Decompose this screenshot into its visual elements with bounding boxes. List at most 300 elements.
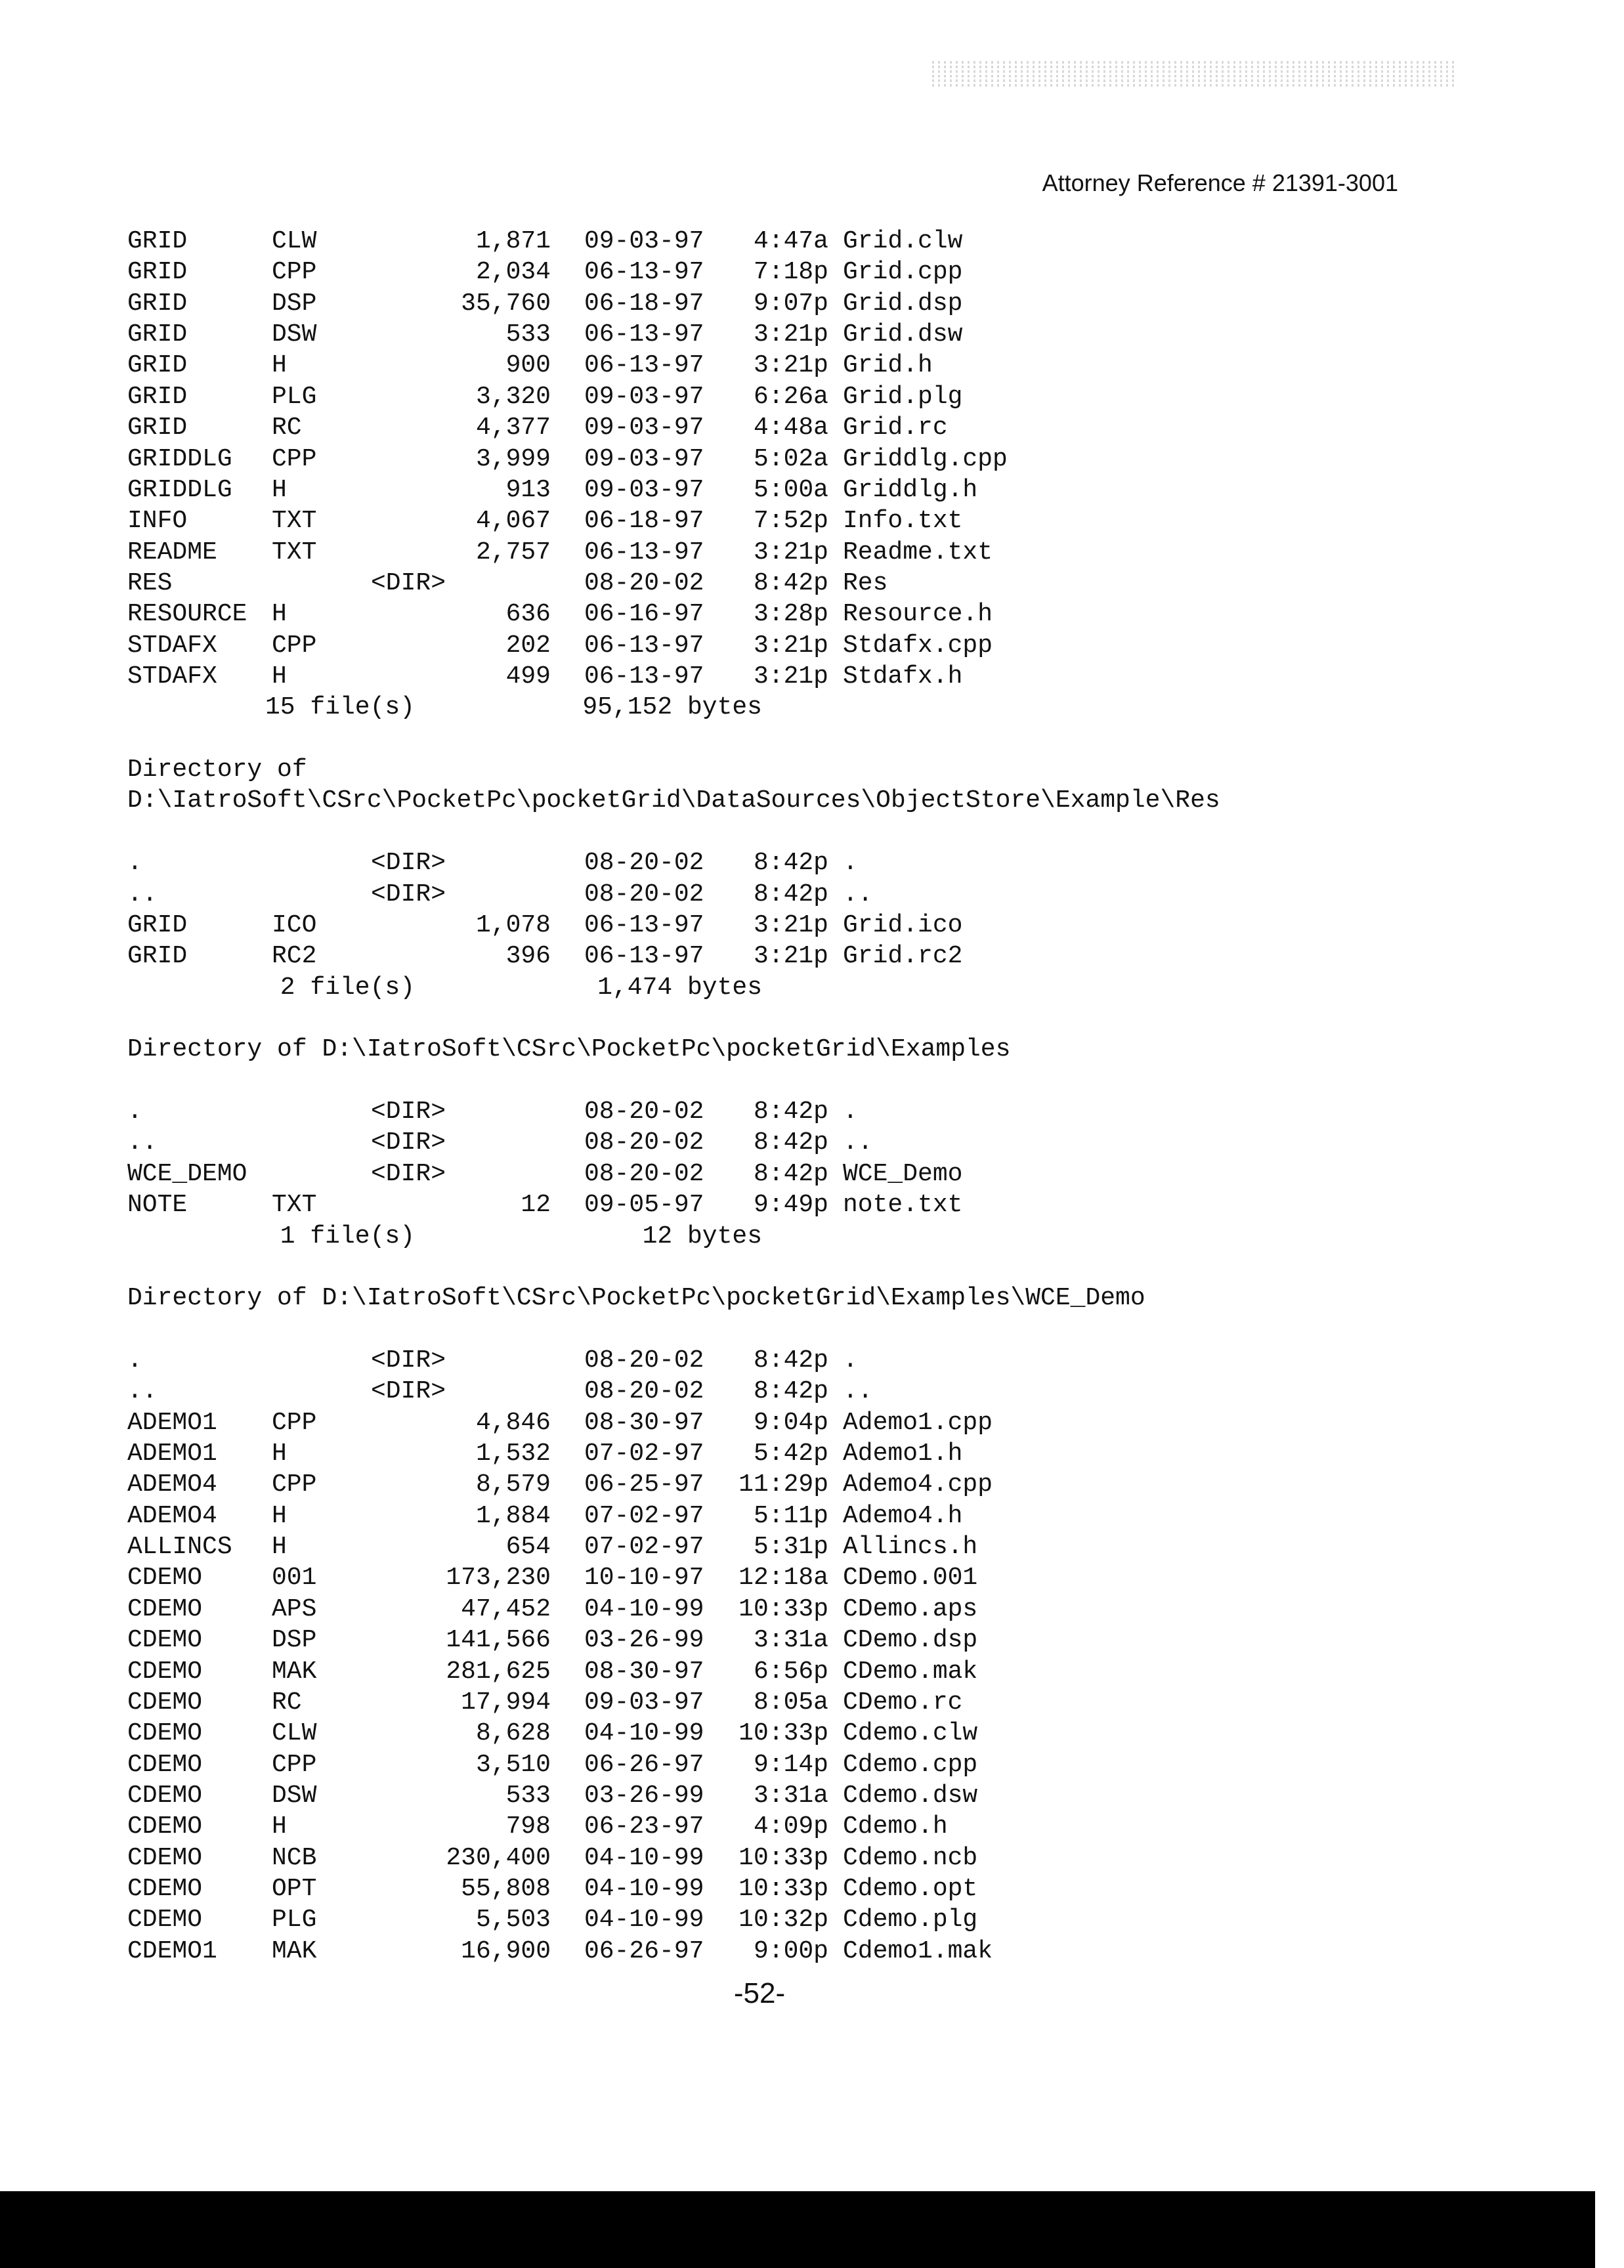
entry-date: 06-26-97: [584, 1749, 704, 1780]
entry-ext: CPP: [272, 257, 316, 288]
entry-ext: H: [272, 1438, 287, 1469]
entry-date: 08-20-02: [584, 879, 704, 910]
entry-file: Cdemo.ncb: [843, 1843, 977, 1873]
entry-name: GRID: [127, 350, 187, 381]
entry-ext: H: [272, 350, 287, 381]
entry-time: 4:09p: [754, 1811, 828, 1842]
file-entry: [0, 350, 1624, 381]
entry-file: ..: [843, 1127, 873, 1158]
entry-date: 04-10-99: [584, 1843, 704, 1873]
file-entry: [0, 1096, 1624, 1127]
entry-date: 06-13-97: [584, 630, 704, 661]
entry-ext: MAK: [272, 1936, 316, 1967]
entry-ext: DSP: [272, 288, 316, 319]
entry-size: 1,078: [476, 910, 551, 941]
entry-name: GRID: [127, 941, 187, 972]
file-entry: [0, 1501, 1624, 1531]
entry-ext: RC: [272, 412, 302, 443]
entry-ext: CPP: [272, 444, 316, 475]
file-entry: [0, 1376, 1624, 1407]
entry-time: 4:47a: [754, 226, 828, 257]
directory-summary: [0, 692, 1624, 723]
entry-time: 5:31p: [754, 1531, 828, 1562]
entry-name: .: [127, 1096, 142, 1127]
entry-ext: CPP: [272, 630, 316, 661]
entry-name: RES: [127, 568, 172, 599]
file-entry: [0, 599, 1624, 630]
entry-time: 8:05a: [754, 1687, 828, 1718]
entry-time: 3:21p: [754, 910, 828, 941]
entry-file: Ademo1.cpp: [843, 1407, 993, 1438]
entry-date: 09-03-97: [584, 381, 704, 412]
entry-time: 6:26a: [754, 381, 828, 412]
entry-time: 5:02a: [754, 444, 828, 475]
entry-name: GRID: [127, 381, 187, 412]
attorney-reference: Attorney Reference # 21391-3001: [1042, 169, 1398, 197]
file-entry: [0, 1127, 1624, 1158]
entry-file: Grid.cpp: [843, 257, 962, 288]
entry-ext: H: [272, 599, 287, 630]
entry-date: 06-13-97: [584, 910, 704, 941]
entry-time: 7:52p: [754, 505, 828, 536]
entry-file: Stdafx.h: [843, 661, 962, 692]
entry-time: 7:18p: [754, 257, 828, 288]
entry-size: 654: [506, 1531, 551, 1562]
blank-line: [0, 723, 1624, 754]
entry-time: 3:28p: [754, 599, 828, 630]
entry-file: Cdemo.clw: [843, 1718, 977, 1749]
entry-file: ..: [843, 1376, 873, 1407]
entry-ext: NCB: [272, 1843, 316, 1873]
entry-name: CDEMO: [127, 1904, 202, 1935]
directory-header: [0, 1034, 1624, 1065]
blank-line: [0, 1314, 1624, 1345]
entry-time: 8:42p: [754, 847, 828, 878]
entry-ext: PLG: [272, 381, 316, 412]
entry-size: 2,034: [476, 257, 551, 288]
file-entry: [0, 412, 1624, 443]
entry-date: 03-26-99: [584, 1780, 704, 1811]
entry-date: 07-02-97: [584, 1531, 704, 1562]
entry-bytes: 95,152 bytes: [582, 692, 762, 723]
entry-date: 09-03-97: [584, 475, 704, 505]
entry-time: 12:18a: [738, 1562, 828, 1593]
entry-date: 04-10-99: [584, 1873, 704, 1904]
entry-ext: CLW: [272, 1718, 316, 1749]
entry-file: Cdemo.h: [843, 1811, 948, 1842]
file-entry: [0, 444, 1624, 475]
entry-file: Cdemo1.mak: [843, 1936, 993, 1967]
blank-line: [0, 1252, 1624, 1283]
file-entry: [0, 257, 1624, 288]
entry-date: 06-18-97: [584, 288, 704, 319]
entry-name: README: [127, 537, 217, 568]
blank-line: [0, 1065, 1624, 1096]
entry-date: 04-10-99: [584, 1904, 704, 1935]
entry-ext: H: [272, 1501, 287, 1531]
entry-file: Ademo4.h: [843, 1501, 962, 1531]
entry-date: 03-26-99: [584, 1625, 704, 1656]
file-entry: [0, 1656, 1624, 1687]
file-entry: [0, 319, 1624, 350]
file-entry: [0, 1904, 1624, 1935]
entry-time: 9:04p: [754, 1407, 828, 1438]
directory-summary: [0, 1221, 1624, 1252]
entry-size: 3,510: [476, 1749, 551, 1780]
entry-name: ..: [127, 1127, 158, 1158]
entry-size: 533: [506, 1780, 551, 1811]
entry-size: 1,871: [476, 226, 551, 257]
entry-file: note.txt: [843, 1189, 962, 1220]
entry-size: 16,900: [461, 1936, 551, 1967]
blank-line: [0, 817, 1624, 847]
entry-text: D:\IatroSoft\CSrc\PocketPc\pocketGrid\DataSources\ObjectStore\Example\Res: [127, 785, 1220, 816]
file-entry: [0, 1687, 1624, 1718]
entry-date: 08-20-02: [584, 1159, 704, 1189]
entry-dir: <DIR>: [371, 879, 446, 910]
entry-name: CDEMO: [127, 1625, 202, 1656]
entry-date: 04-10-99: [584, 1594, 704, 1625]
file-entry: [0, 1780, 1624, 1811]
entry-name: RESOURCE: [127, 599, 247, 630]
entry-size: 533: [506, 319, 551, 350]
entry-time: 3:21p: [754, 661, 828, 692]
entry-date: 10-10-97: [584, 1562, 704, 1593]
entry-time: 9:07p: [754, 288, 828, 319]
entry-size: 3,999: [476, 444, 551, 475]
entry-name: GRID: [127, 288, 187, 319]
entry-file: Griddlg.cpp: [843, 444, 1008, 475]
entry-date: 07-02-97: [584, 1501, 704, 1531]
entry-date: 08-20-02: [584, 568, 704, 599]
entry-file: CDemo.aps: [843, 1594, 977, 1625]
entry-file: Stdafx.cpp: [843, 630, 993, 661]
directory-header: [0, 785, 1624, 816]
entry-size: 173,230: [446, 1562, 551, 1593]
directory-summary: [0, 972, 1624, 1003]
entry-name: STDAFX: [127, 630, 217, 661]
file-entry: [0, 1562, 1624, 1593]
entry-name: WCE_DEMO: [127, 1159, 247, 1189]
entry-time: 4:48a: [754, 412, 828, 443]
entry-time: 3:21p: [754, 319, 828, 350]
entry-name: CDEMO1: [127, 1936, 217, 1967]
entry-size: 281,625: [446, 1656, 551, 1687]
entry-size: 55,808: [461, 1873, 551, 1904]
file-entry: [0, 1407, 1624, 1438]
entry-ext: H: [272, 475, 287, 505]
entry-size: 1,884: [476, 1501, 551, 1531]
file-entry: [0, 1531, 1624, 1562]
entry-size: 35,760: [461, 288, 551, 319]
entry-name: CDEMO: [127, 1749, 202, 1780]
file-entry: [0, 879, 1624, 910]
entry-size: 17,994: [461, 1687, 551, 1718]
file-entry: [0, 1594, 1624, 1625]
entry-name: CDEMO: [127, 1687, 202, 1718]
entry-date: 06-13-97: [584, 319, 704, 350]
entry-ext: DSW: [272, 1780, 316, 1811]
directory-listing: [0, 226, 1624, 1967]
entry-time: 10:33p: [738, 1594, 828, 1625]
entry-size: 499: [506, 661, 551, 692]
entry-time: 3:21p: [754, 941, 828, 972]
entry-file: WCE_Demo: [843, 1159, 962, 1189]
file-entry: [0, 288, 1624, 319]
entry-ext: 001: [272, 1562, 316, 1593]
entry-name: ..: [127, 1376, 158, 1407]
file-entry: [0, 661, 1624, 692]
entry-size: 636: [506, 599, 551, 630]
directory-header: [0, 754, 1624, 785]
entry-time: 3:21p: [754, 630, 828, 661]
entry-file: Griddlg.h: [843, 475, 977, 505]
entry-date: 09-03-97: [584, 412, 704, 443]
entry-ext: CPP: [272, 1469, 316, 1500]
file-entry: [0, 1345, 1624, 1376]
entry-file: Allincs.h: [843, 1531, 977, 1562]
entry-file: Cdemo.opt: [843, 1873, 977, 1904]
entry-text: Directory of: [127, 754, 307, 785]
entry-ext: H: [272, 1811, 287, 1842]
entry-ext: H: [272, 661, 287, 692]
entry-dir: <DIR>: [371, 847, 446, 878]
entry-size: 141,566: [446, 1625, 551, 1656]
entry-name: ADEMO1: [127, 1438, 217, 1469]
entry-time: 8:42p: [754, 879, 828, 910]
entry-size: 2,757: [476, 537, 551, 568]
entry-date: 07-02-97: [584, 1438, 704, 1469]
entry-file: CDemo.mak: [843, 1656, 977, 1687]
file-entry: [0, 910, 1624, 941]
entry-name: ADEMO1: [127, 1407, 217, 1438]
entry-file: CDemo.rc: [843, 1687, 962, 1718]
entry-file: Cdemo.dsw: [843, 1780, 977, 1811]
file-entry: [0, 1469, 1624, 1500]
entry-date: 06-25-97: [584, 1469, 704, 1500]
entry-time: 5:11p: [754, 1501, 828, 1531]
entry-time: 3:31a: [754, 1780, 828, 1811]
entry-ext: CLW: [272, 226, 316, 257]
entry-size: 12: [521, 1189, 551, 1220]
entry-date: 08-20-02: [584, 1096, 704, 1127]
file-entry: [0, 505, 1624, 536]
entry-time: 5:42p: [754, 1438, 828, 1469]
entry-time: 3:31a: [754, 1625, 828, 1656]
entry-name: GRID: [127, 319, 187, 350]
entry-file: Grid.clw: [843, 226, 962, 257]
file-entry: [0, 941, 1624, 972]
entry-time: 8:42p: [754, 1376, 828, 1407]
file-entry: [0, 1159, 1624, 1189]
entry-date: 08-20-02: [584, 1345, 704, 1376]
entry-time: 9:49p: [754, 1189, 828, 1220]
entry-date: 09-03-97: [584, 444, 704, 475]
entry-file: ..: [843, 879, 873, 910]
entry-name: CDEMO: [127, 1718, 202, 1749]
entry-time: 8:42p: [754, 1096, 828, 1127]
entry-date: 09-03-97: [584, 1687, 704, 1718]
entry-date: 06-13-97: [584, 257, 704, 288]
entry-time: 8:42p: [754, 568, 828, 599]
entry-time: 10:32p: [738, 1904, 828, 1935]
entry-time: 5:00a: [754, 475, 828, 505]
entry-text: Directory of D:\IatroSoft\CSrc\PocketPc\pocketGrid\Examples: [127, 1034, 1010, 1065]
entry-date: 06-13-97: [584, 941, 704, 972]
entry-time: 10:33p: [738, 1873, 828, 1904]
scan-border: [0, 2191, 1595, 2268]
entry-name: GRID: [127, 226, 187, 257]
file-entry: [0, 1811, 1624, 1842]
entry-file: Grid.ico: [843, 910, 962, 941]
entry-ext: RC2: [272, 941, 316, 972]
entry-date: 06-18-97: [584, 505, 704, 536]
entry-dir: <DIR>: [371, 568, 446, 599]
entry-size: 900: [506, 350, 551, 381]
entry-time: 10:33p: [738, 1843, 828, 1873]
entry-time: 6:56p: [754, 1656, 828, 1687]
entry-time: 8:42p: [754, 1127, 828, 1158]
entry-size: 1,532: [476, 1438, 551, 1469]
entry-size: 798: [506, 1811, 551, 1842]
entry-name: ADEMO4: [127, 1501, 217, 1531]
entry-name: CDEMO: [127, 1873, 202, 1904]
entry-file: Res: [843, 568, 887, 599]
entry-file: Grid.dsw: [843, 319, 962, 350]
entry-time: 11:29p: [738, 1469, 828, 1500]
entry-size: 4,846: [476, 1407, 551, 1438]
entry-ext: OPT: [272, 1873, 316, 1904]
entry-size: 3,320: [476, 381, 551, 412]
file-entry: [0, 1438, 1624, 1469]
blank-line: [0, 1003, 1624, 1034]
file-entry: [0, 475, 1624, 505]
entry-count: 1 file(s): [280, 1221, 415, 1252]
entry-size: 202: [506, 630, 551, 661]
entry-file: Grid.h: [843, 350, 933, 381]
file-entry: [0, 1189, 1624, 1220]
entry-name: GRID: [127, 412, 187, 443]
entry-date: 06-13-97: [584, 350, 704, 381]
entry-ext: ICO: [272, 910, 316, 941]
entry-text: Directory of D:\IatroSoft\CSrc\PocketPc\pocketGrid\Examples\WCE_Demo: [127, 1283, 1145, 1314]
entry-ext: CPP: [272, 1407, 316, 1438]
entry-date: 08-30-97: [584, 1407, 704, 1438]
entry-ext: TXT: [272, 1189, 316, 1220]
entry-ext: TXT: [272, 505, 316, 536]
entry-date: 06-26-97: [584, 1936, 704, 1967]
entry-name: GRIDDLG: [127, 475, 232, 505]
entry-date: 09-03-97: [584, 226, 704, 257]
entry-date: 08-20-02: [584, 1376, 704, 1407]
entry-size: 47,452: [461, 1594, 551, 1625]
entry-dir: <DIR>: [371, 1345, 446, 1376]
entry-name: GRID: [127, 910, 187, 941]
file-entry: [0, 568, 1624, 599]
entry-file: Cdemo.cpp: [843, 1749, 977, 1780]
entry-size: 4,377: [476, 412, 551, 443]
entry-date: 06-23-97: [584, 1811, 704, 1842]
entry-ext: APS: [272, 1594, 316, 1625]
entry-time: 10:33p: [738, 1718, 828, 1749]
entry-ext: MAK: [272, 1656, 316, 1687]
page-number: -52-: [0, 1977, 1519, 2010]
file-entry: [0, 381, 1624, 412]
entry-file: CDemo.001: [843, 1562, 977, 1593]
entry-size: 4,067: [476, 505, 551, 536]
file-entry: [0, 1873, 1624, 1904]
entry-bytes: 1,474 bytes: [597, 972, 762, 1003]
entry-name: ALLINCS: [127, 1531, 232, 1562]
file-entry: [0, 1936, 1624, 1967]
file-entry: [0, 630, 1624, 661]
entry-date: 08-20-02: [584, 847, 704, 878]
entry-name: GRIDDLG: [127, 444, 232, 475]
entry-file: Grid.plg: [843, 381, 962, 412]
file-entry: [0, 1843, 1624, 1873]
entry-size: 913: [506, 475, 551, 505]
entry-ext: CPP: [272, 1749, 316, 1780]
entry-date: 04-10-99: [584, 1718, 704, 1749]
entry-name: CDEMO: [127, 1656, 202, 1687]
entry-file: .: [843, 847, 858, 878]
entry-size: 8,628: [476, 1718, 551, 1749]
entry-file: Readme.txt: [843, 537, 993, 568]
entry-date: 08-20-02: [584, 1127, 704, 1158]
entry-ext: DSP: [272, 1625, 316, 1656]
entry-name: CDEMO: [127, 1811, 202, 1842]
entry-name: CDEMO: [127, 1780, 202, 1811]
entry-dir: <DIR>: [371, 1096, 446, 1127]
entry-dir: <DIR>: [371, 1127, 446, 1158]
entry-ext: TXT: [272, 537, 316, 568]
file-entry: [0, 1625, 1624, 1656]
entry-dir: <DIR>: [371, 1159, 446, 1189]
file-entry: [0, 1749, 1624, 1780]
directory-header: [0, 1283, 1624, 1314]
entry-name: CDEMO: [127, 1562, 202, 1593]
entry-name: CDEMO: [127, 1843, 202, 1873]
entry-file: Ademo1.h: [843, 1438, 962, 1469]
entry-count: 2 file(s): [280, 972, 415, 1003]
entry-name: CDEMO: [127, 1594, 202, 1625]
entry-name: STDAFX: [127, 661, 217, 692]
entry-name: .: [127, 847, 142, 878]
file-entry: [0, 226, 1624, 257]
entry-time: 8:42p: [754, 1345, 828, 1376]
entry-time: 9:00p: [754, 1936, 828, 1967]
entry-time: 3:21p: [754, 537, 828, 568]
entry-ext: H: [272, 1531, 287, 1562]
entry-count: 15 file(s): [265, 692, 415, 723]
entry-time: 8:42p: [754, 1159, 828, 1189]
entry-time: 3:21p: [754, 350, 828, 381]
entry-date: 06-13-97: [584, 661, 704, 692]
entry-file: Info.txt: [843, 505, 962, 536]
entry-ext: PLG: [272, 1904, 316, 1935]
entry-dir: <DIR>: [371, 1376, 446, 1407]
file-entry: [0, 537, 1624, 568]
entry-file: Grid.rc: [843, 412, 948, 443]
entry-file: Cdemo.plg: [843, 1904, 977, 1935]
entry-date: 06-16-97: [584, 599, 704, 630]
entry-name: ..: [127, 879, 158, 910]
entry-date: 06-13-97: [584, 537, 704, 568]
entry-date: 08-30-97: [584, 1656, 704, 1687]
entry-name: ADEMO4: [127, 1469, 217, 1500]
entry-name: GRID: [127, 257, 187, 288]
entry-ext: RC: [272, 1687, 302, 1718]
